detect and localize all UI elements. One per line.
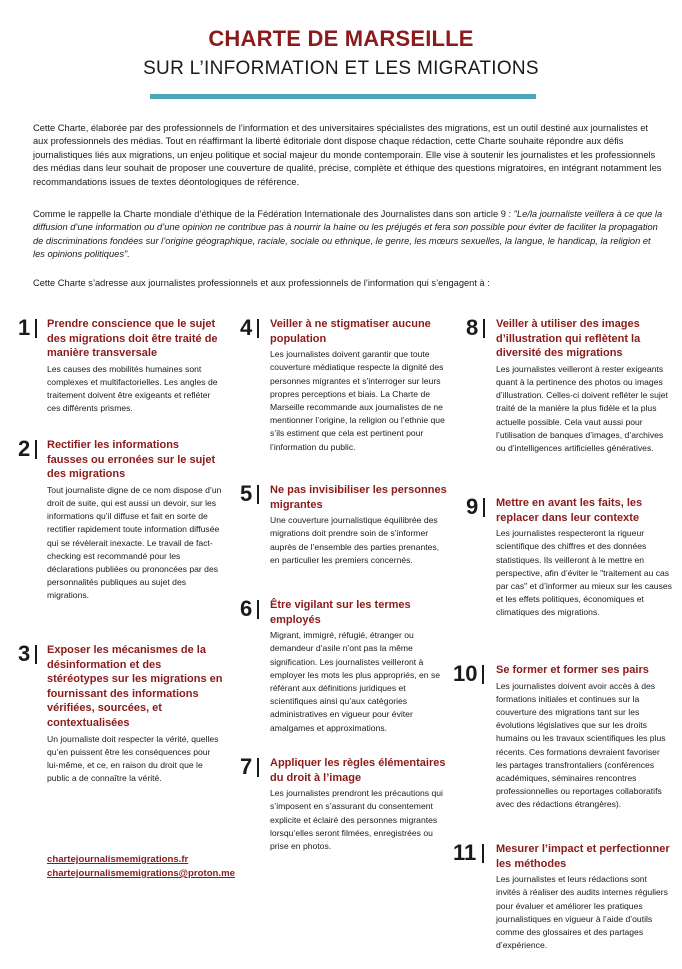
item-divider <box>257 600 259 619</box>
page-title: CHARTE DE MARSEILLE <box>208 26 474 51</box>
item-divider <box>257 485 259 504</box>
item-number: 8 <box>466 315 479 340</box>
item-heading: Veiller à utiliser des images d’illustration qui reflètent la diversité des migrations <box>496 318 641 360</box>
item-divider <box>483 319 485 338</box>
item-body: Les journalistes veilleront à rester exigeants quant à la pertinence des photos ou images d’illustration. Celles-ci doivent refléter le sujet traité de la manière la plus fidèle et la plus actuelle possible. Cela vaut aussi pour l’utilisation de banques d’images, d’archives ou d’intelligences artificielles génératives. <box>496 363 668 453</box>
charter-item-2 <box>18 438 223 603</box>
item-heading: Appliquer les règles élémentaires du droit à l’image <box>270 757 446 784</box>
website-link[interactable]: chartejournalismemigrations.fr <box>47 854 189 865</box>
charter-item-4 <box>240 317 450 454</box>
charter-item-1 <box>18 317 223 416</box>
item-heading: Exposer les mécanismes de la désinformation et des stéréotypes sur les migrations en fournissant des informations vérifiées, sourcées, et contextualisées <box>47 644 223 729</box>
item-number: 11 <box>453 840 477 865</box>
charter-item-5 <box>240 483 450 567</box>
title-underline <box>150 94 536 99</box>
page-subtitle: SUR L’INFORMATION ET LES MIGRATIONS <box>143 58 539 79</box>
charter-item-3 <box>18 643 223 785</box>
charter-item-7 <box>240 756 450 853</box>
item-body: Les journalistes doivent avoir accès à des formations initiales et continues sur la couverture des migrations tant sur les évolutions législatives que sur les droits humains ou les travaux scientifiques les plus récents. Ces formations devraient favoriser les partages transfrontaliers (conférences académiques, séminaires rencontres professionnelles ou reportages collaboratifs avec des rédactions étrangères). <box>496 680 666 810</box>
item-body: Tout journaliste digne de ce nom dispose d’un droit de suite, qui est aussi un devoir, sur les informations qu’il diffuse et fait en sorte de rectifier rapidement toute information diffusée qui se révèlerait inexacte. Le travail de fact-checking est recommandé pour les déclarations publiées ou prononcées par des personnalités publiques au sujet des migrations. <box>47 484 222 601</box>
intro-paragraph-1: Cette Charte, élaborée par des professionnels de l’information et des universitaires spécialistes des migrations, est un outil destiné aux journalistes et aux professionnels des médias. Tout en réaffirmant la liberté éditoriale dont dispose chaque rédaction, cette Charte souhaite répondre aux défis journalistiques liés aux migrations, un enjeu politique et social majeur du monde contemporain. Elle vise à soutenir les journalistes et les professionnels des médias dans leur souhait de proposer une couverture de qualité, précise, complète et éthique des questions migratoires, en intégrant notamment les recommandations issues de textes déontologiques de référence. <box>33 123 662 187</box>
item-number: 1 <box>18 315 31 340</box>
item-number: 5 <box>240 481 253 506</box>
item-divider <box>35 440 37 459</box>
item-heading: Se former et former ses pairs <box>496 664 649 676</box>
item-number: 9 <box>466 494 479 519</box>
intro-lead: Comme le rappelle la Charte mondiale d’éthique de la Fédération Internationale des Journalistes dans son article 9 : <box>33 209 514 219</box>
item-divider <box>257 319 259 338</box>
item-number: 4 <box>240 315 253 340</box>
item-body: Un journaliste doit respecter la vérité, quelles qu’en puissent être les conséquences pour lui-même, et ce, en raison du droit que le public a de connaître la vérité. <box>47 733 219 784</box>
charter-item-11 <box>453 842 672 952</box>
item-heading: Prendre conscience que le sujet des migrations doit être traité de manière transversale <box>47 318 218 360</box>
item-divider <box>35 319 37 338</box>
item-divider <box>482 665 484 684</box>
item-heading: Mesurer l’impact et perfectionner les méthodes <box>496 843 670 870</box>
item-body: Les journalistes doivent garantir que toute couverture médiatique respecte la dignité des personnes migrantes et s’interroger sur leurs propres perceptions et biais. La Charte de Marseille recommande aux journalistes de ne mentionner l’origine, la religion ou l’ethnie que s’ils estiment que cela est pertinent pour l’information du public. <box>270 349 445 452</box>
intro-quote: "Le/la journaliste veillera à ce que la diffusion d’une information ou d’une opinion ne contribue pas à nourrir la haine ou les préjugés et fera son possible pour éviter de faciliter la propagation de discriminations fondées sur l’origine géographique, raciale, sociale ou ethnique, le genre, les mœurs sexuelles, la langue, le handicap, la religion et les opinions politiques". <box>33 209 663 260</box>
item-number: 6 <box>240 596 253 621</box>
item-number: 10 <box>453 661 478 686</box>
item-number: 7 <box>240 754 253 779</box>
item-heading: Veiller à ne stigmatiser aucune population <box>270 318 431 345</box>
item-body: Les causes des mobilités humaines sont complexes et multifactorielles. Les angles de traitement doivent être exigeants et refléter ces différents prismes. <box>47 363 218 414</box>
item-number: 3 <box>18 641 31 666</box>
charter-item-8 <box>466 317 672 455</box>
email-link[interactable]: chartejournalismemigrations@proton.me <box>47 868 235 879</box>
item-heading: Mettre en avant les faits, les replacer dans leur contexte <box>496 497 643 524</box>
charter-item-6 <box>240 598 450 735</box>
intro-paragraph-2 <box>33 208 663 262</box>
item-divider <box>482 844 484 863</box>
item-heading: Ne pas invisibiliser les personnes migrantes <box>270 484 447 511</box>
intro-paragraph-3: Cette Charte s’adresse aux journalistes professionnels et aux professionnels de l’information qui s’engagent à : <box>33 278 490 288</box>
item-body: Une couverture journalistique équilibrée des migrations doit prendre soin de s’informer auprès de l’ensemble des parties prenantes, en particulier les premiers concernés. <box>270 515 440 565</box>
item-divider <box>35 645 37 664</box>
item-divider <box>483 498 485 517</box>
item-body: Migrant, immigré, réfugié, étranger ou demandeur d’asile n’ont pas la même signification. Les journalistes veilleront à employer les mots les plus appropriés, en se référant aux définitions juridiques et scientifiques ainsi qu’aux catégories administratives en vigueur pour éviter amalgames et approximations. <box>270 630 441 733</box>
item-divider <box>257 758 259 777</box>
item-body: Les journalistes prendront les précautions qui s’imposent en s’assurant du consentement explicite et éclairé des personnes migrantes lorsqu’elles seront filmées, enregistrées ou prise en photos. <box>270 788 443 851</box>
contact-links <box>47 853 235 881</box>
item-heading: Rectifier les informations fausses ou erronées sur le sujet des migrations <box>47 439 216 481</box>
charter-item-9 <box>466 496 672 620</box>
charter-item-10 <box>453 663 672 812</box>
item-number: 2 <box>18 436 31 461</box>
item-body: Les journalistes et leurs rédactions sont invités à réaliser des audits internes réguliers pour évaluer et améliorer les pratiques journalistiques en vigueur à l’aide d’outils comme des glossaires et des partages d’expérience. <box>496 874 668 951</box>
item-heading: Être vigilant sur les termes employés <box>270 599 411 626</box>
item-body: Les journalistes respecteront la rigueur scientifique des chiffres et des données statistiques. Ils veilleront à le mettre en perspective, afin d’éviter le "traitement au cas par cas" et d’informer au mieux sur les causes et les effets politiques, économiques et climatiques des migrations. <box>496 528 672 618</box>
